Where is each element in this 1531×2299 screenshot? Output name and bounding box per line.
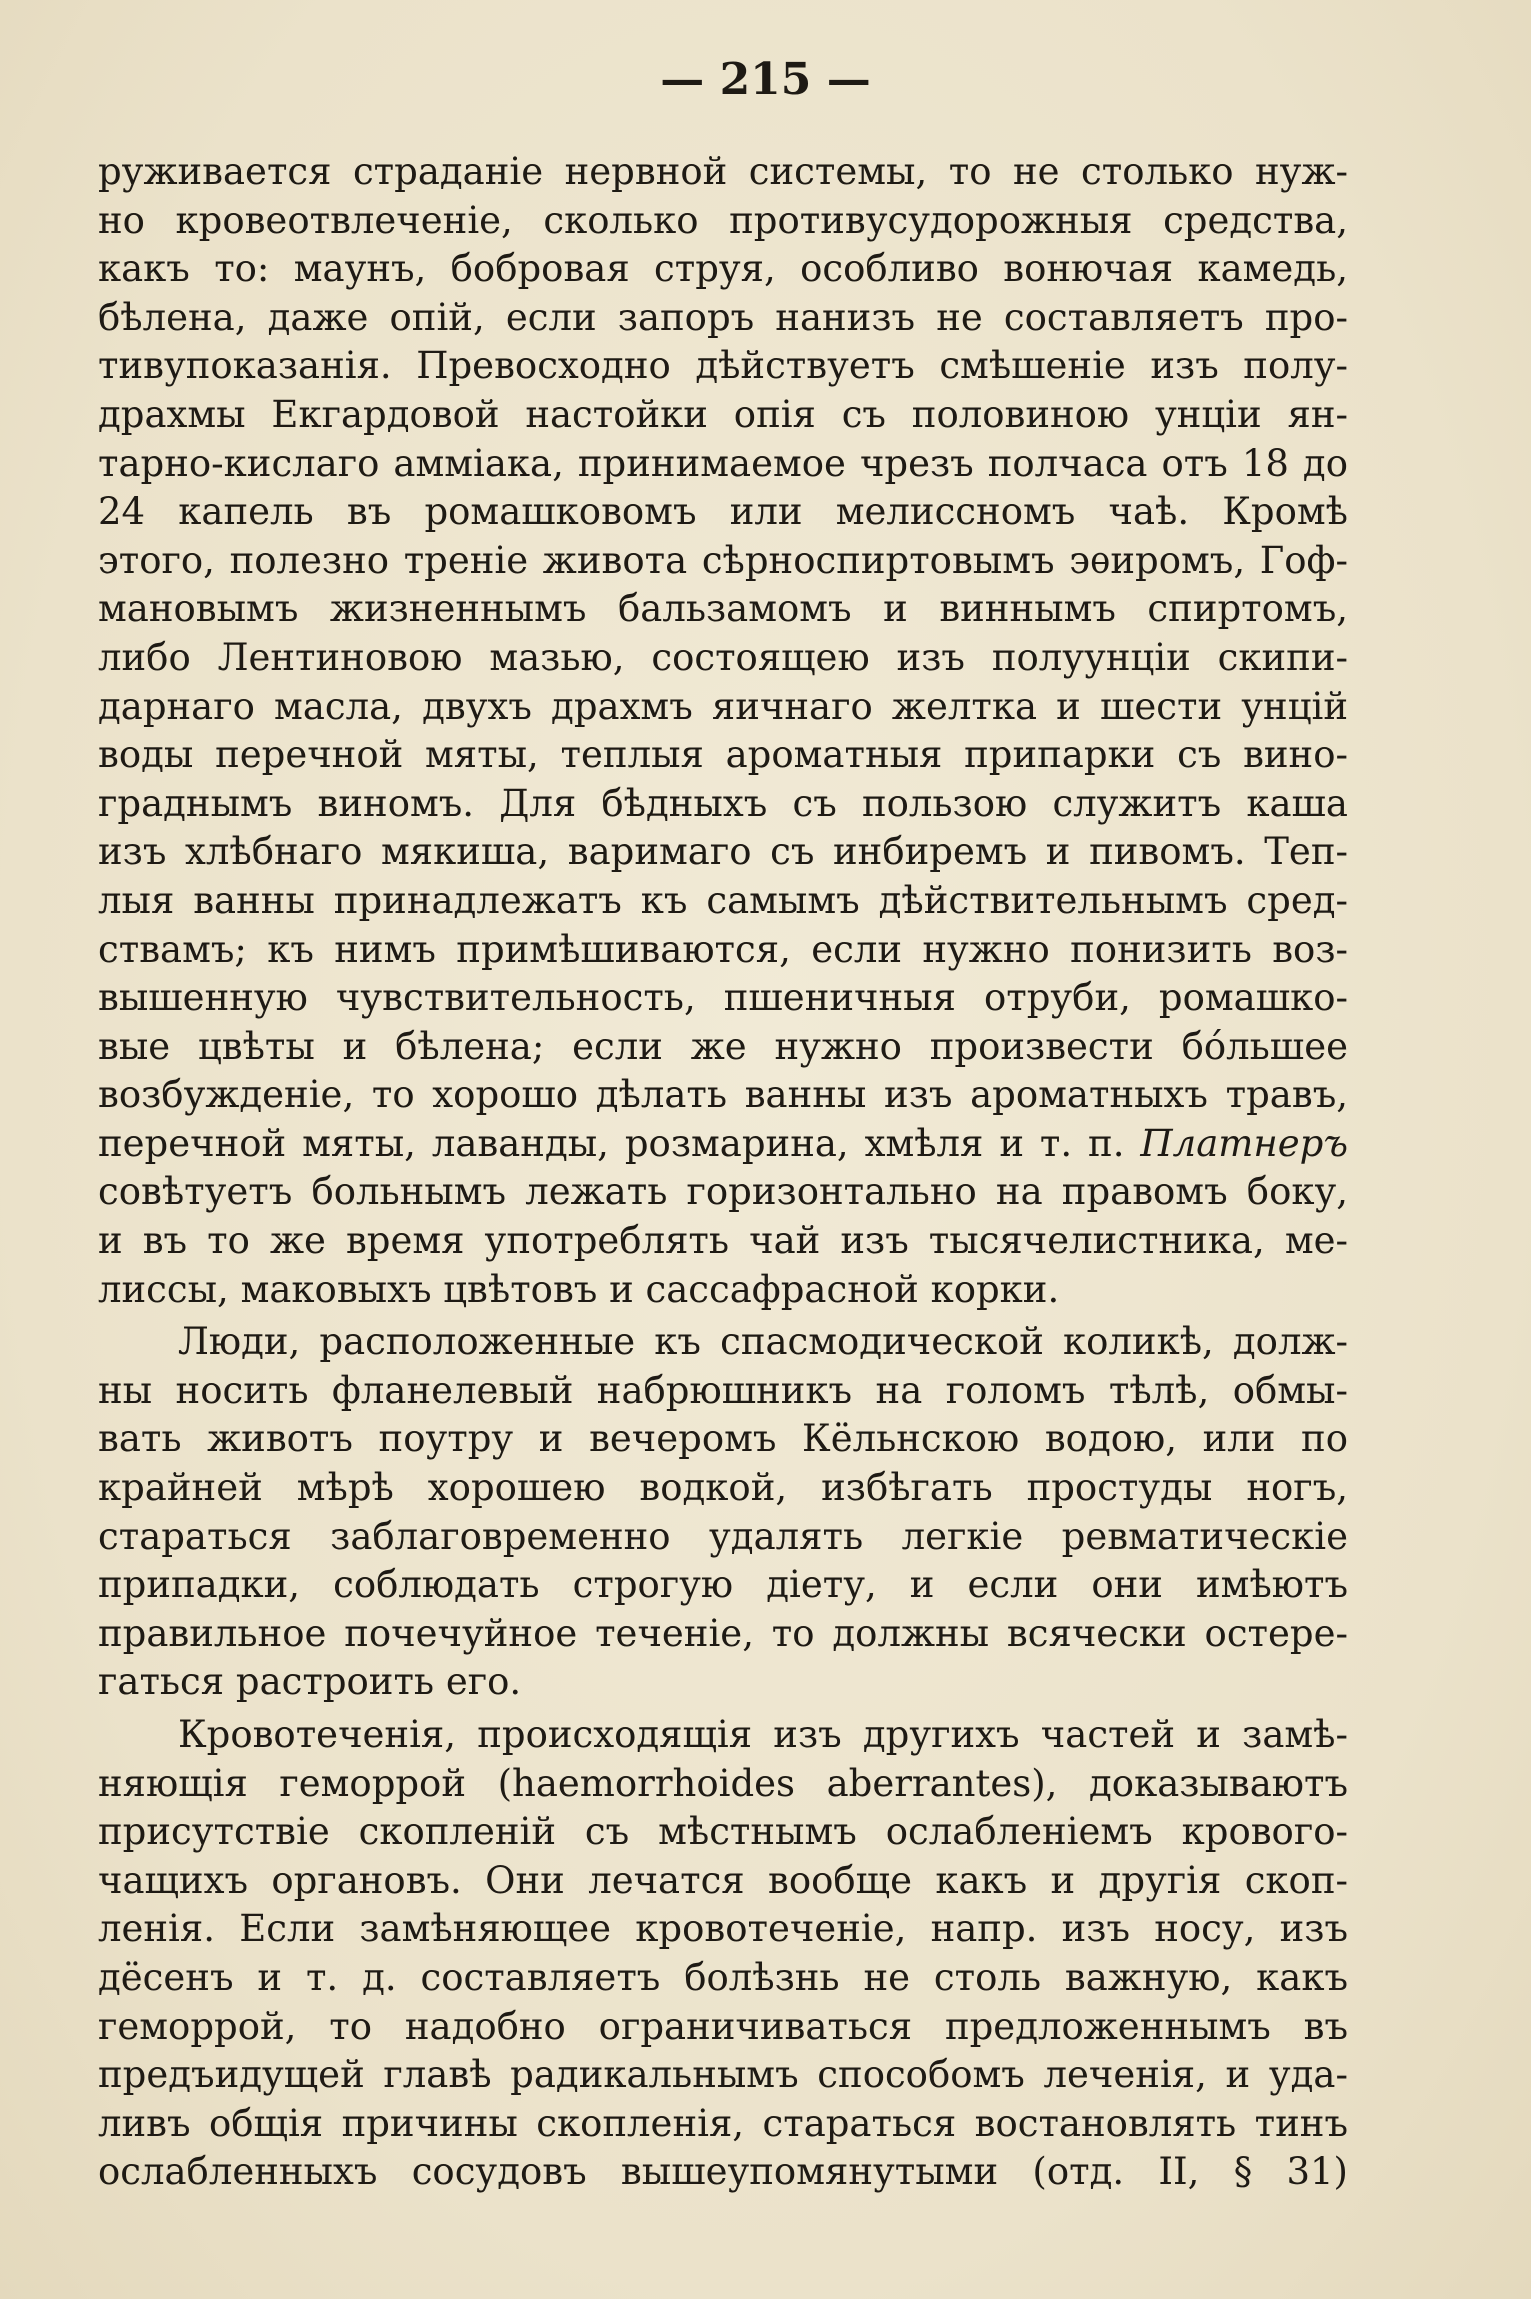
text-line: дарнаго масла, двухъ драхмъ яичнаго желтка и шести унцій — [98, 684, 1348, 728]
body-text — [98, 148, 1348, 2197]
text-line-with-name — [98, 1120, 1348, 1169]
text-line: воды перечной мяты, теплыя ароматныя припарки съ вино- — [98, 733, 1348, 777]
text-line: тивупоказанія. Превосходно дѣйствуетъ смѣшеніе изъ полу- — [98, 344, 1348, 388]
text-line: но кровеотвлеченіе, сколько противусудорожныя средства, — [98, 198, 1348, 242]
text-segment: перечной мяты, лаванды, розмарина, хмѣля и т. п. — [98, 1121, 1125, 1165]
text-line: няющія геморрой (haemorrhoides aberrantes), доказываютъ — [98, 1761, 1348, 1805]
text-line: предъидущей главѣ радикальнымъ способомъ леченія, и уда- — [98, 2053, 1348, 2097]
text-line: возбужденіе, то хорошо дѣлать ванны изъ ароматныхъ травъ, — [98, 1073, 1348, 1117]
text-line: лиссы, маковыхъ цвѣтовъ и сассафрасной корки. — [98, 1267, 1060, 1311]
text-line: этого, полезно треніе живота сѣрноспиртовымъ эѳиромъ, Гоф- — [98, 538, 1348, 582]
text-line: вать животъ поутру и вечеромъ Кёльнскою водою, или по — [98, 1417, 1348, 1461]
text-line: ленія. Если замѣняющее кровотеченіе, напр. изъ носу, изъ — [98, 1907, 1348, 1951]
text-line: гаться растроить его. — [98, 1660, 522, 1704]
text-line: ствамъ; къ нимъ примѣшиваются, если нужно понизить воз- — [98, 927, 1348, 971]
paragraph-2 — [98, 1318, 1348, 1707]
text-line: 24 капель въ ромашковомъ или мелиссномъ чаѣ. Кромѣ — [98, 490, 1348, 534]
text-line: стараться заблаговременно удалять легкіе ревматическіе — [98, 1514, 1348, 1558]
text-line: ны носить фланелевый набрюшникъ на голомъ тѣлѣ, обмы- — [98, 1368, 1348, 1412]
paragraph-3 — [98, 1711, 1348, 2197]
text-line: мановымъ жизненнымъ бальзамомъ и виннымъ спиртомъ, — [98, 587, 1348, 631]
italic-name: Платнеръ — [1140, 1121, 1348, 1165]
text-line: геморрой, то надобно ограничиваться предложеннымъ въ — [98, 2004, 1348, 2048]
text-line: припадки, соблюдать строгую діету, и если они имѣютъ — [98, 1563, 1348, 1607]
text-line: Кровотеченія, происходящія изъ другихъ частей и замѣ- — [178, 1713, 1348, 1756]
text-line: присутствіе скопленій съ мѣстнымъ ослабленіемъ крового- — [98, 1810, 1348, 1854]
paragraph-1 — [98, 148, 1348, 1314]
text-line: ливъ общія причины скопленія, стараться востановлять тинъ — [98, 2101, 1348, 2145]
text-line: ослабленныхъ сосудовъ вышеупомянутыми (отд. II, § 31) — [98, 2150, 1348, 2194]
text-line: либо Лентиновою мазью, состоящею изъ полуунціи скипи- — [98, 635, 1348, 679]
text-line: вышенную чувствительность, пшеничныя отруби, ромашко- — [98, 976, 1348, 1020]
text-line: какъ то: маунъ, бобровая струя, особливо вонючая камедь, — [98, 247, 1348, 291]
text-line: чащихъ органовъ. Они лечатся вообще какъ и другія скоп- — [98, 1858, 1348, 1902]
text-line: лыя ванны принадлежатъ къ самымъ дѣйствительнымъ сред- — [98, 878, 1348, 922]
text-line: драхмы Екгардовой настойки опія съ половиною унціи ян- — [98, 392, 1348, 436]
text-line: тарно-кислаго амміака, принимаемое чрезъ полчаса отъ 18 до — [98, 441, 1348, 485]
text-line: правильное почечуйное теченіе, то должны всячески остере- — [98, 1611, 1348, 1655]
text-line: дёсенъ и т. д. составляетъ болѣзнь не столь важную, какъ — [98, 1955, 1348, 1999]
text-line: бѣлена, даже опій, если запоръ нанизъ не составляетъ про- — [98, 295, 1348, 339]
text-line: и въ то же время употреблять чай изъ тысячелистника, ме- — [98, 1219, 1348, 1263]
text-line: изъ хлѣбнаго мякиша, варимаго съ инбиремъ и пивомъ. Теп- — [98, 830, 1348, 874]
text-line: вые цвѣты и бѣлена; если же нужно произвести бо́льшее — [98, 1024, 1348, 1068]
text-line: руживается страданіе нервной системы, то не столько нуж- — [98, 150, 1348, 193]
text-line: совѣтуетъ больнымъ лежать горизонтально на правомъ боку, — [98, 1170, 1348, 1214]
text-line: граднымъ виномъ. Для бѣдныхъ съ пользою служитъ каша — [98, 781, 1348, 825]
page-number: — 215 — — [660, 54, 871, 105]
text-line: крайней мѣрѣ хорошею водкой, избѣгать простуды ногъ, — [98, 1466, 1348, 1510]
text-line: Люди, расположенные къ спасмодической коликѣ, долж- — [178, 1320, 1348, 1364]
